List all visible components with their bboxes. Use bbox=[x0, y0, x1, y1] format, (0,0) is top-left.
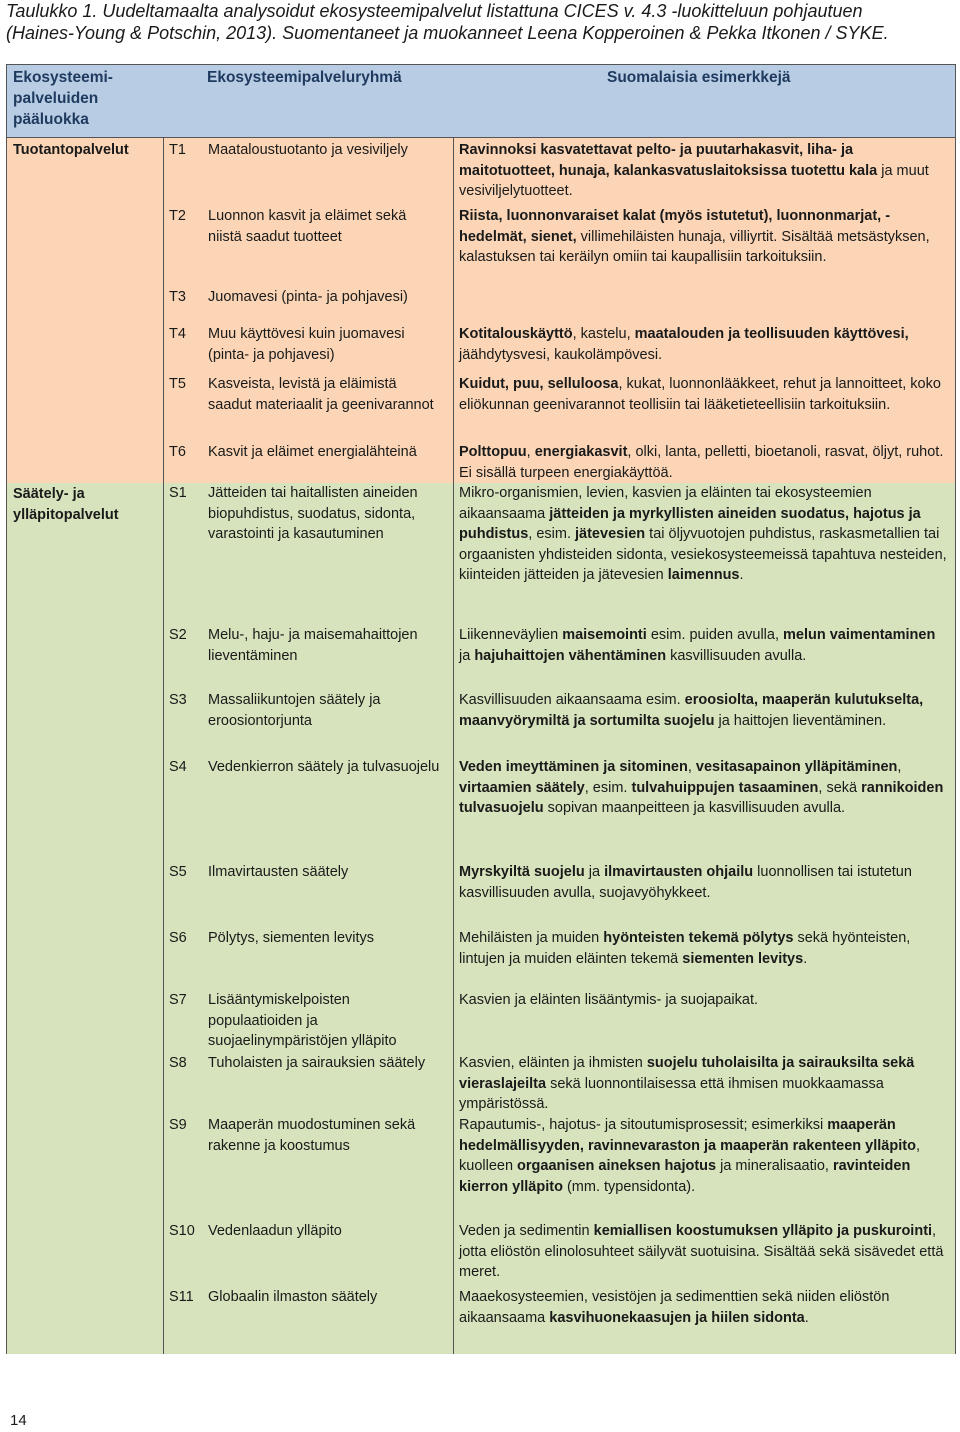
example-emphasis: jätevesien bbox=[575, 526, 646, 542]
example-text: Kasvien ja eläinten lisääntymis- ja suojapaikat. bbox=[459, 992, 759, 1008]
row-service-group: Vedenlaadun ylläpito bbox=[208, 1223, 342, 1239]
example-text: kasvillisuuden avulla. bbox=[666, 647, 807, 664]
example-text: Mikro-organismien, levien, kasvien ja eläinten tai ekosysteemien aikaansaama bbox=[459, 485, 872, 522]
row-code: T6 bbox=[169, 444, 186, 460]
example-text: , bbox=[687, 759, 696, 775]
example-text: , sekä bbox=[818, 779, 862, 796]
example-text: , kastelu, bbox=[572, 326, 635, 342]
row-service-group: Maataloustuotanto ja vesiviljely bbox=[208, 142, 408, 158]
row-examples bbox=[459, 1053, 949, 1115]
example-text: , bbox=[526, 444, 535, 460]
row-code: S10 bbox=[169, 1223, 195, 1239]
example-emphasis: orgaanisen aineksen hajotus bbox=[517, 1158, 717, 1174]
ecosystem-services-table bbox=[6, 64, 956, 1354]
row-service-group: Massaliikuntojen säätely ja eroosiontorjunta bbox=[208, 692, 381, 729]
example-text: . bbox=[804, 1309, 809, 1326]
example-emphasis: suojelu tuholaisilta ja sairauksilta sekä vieraslajeilta bbox=[459, 1055, 915, 1092]
row-code: S4 bbox=[169, 759, 187, 775]
row-service-group: Tuholaisten ja sairauksien säätely bbox=[208, 1055, 426, 1071]
header-main-class: Ekosysteemi-palveluiden pääluokka bbox=[13, 69, 113, 128]
row-code: T2 bbox=[169, 208, 186, 224]
example-text: villimehiläisten hunaja, villiyrtit. Sisältää metsästyksen, kalastuksen tai keräilyn omiin tai kaupallisiin tarkoituksiin. bbox=[459, 228, 930, 265]
example-text: ja muut vesiviljelytuotteet. bbox=[459, 162, 929, 199]
example-emphasis: Kotitalouskäyttö bbox=[459, 326, 573, 342]
row-service-group: Globaalin ilmaston säätely bbox=[208, 1289, 378, 1305]
example-text: ja bbox=[584, 864, 605, 880]
example-emphasis: vesitasapainon ylläpitäminen bbox=[695, 759, 898, 775]
example-emphasis: tulvahuippujen tasaaminen bbox=[631, 779, 819, 796]
example-text: . bbox=[739, 567, 744, 583]
row-code: S2 bbox=[169, 627, 187, 643]
row-examples bbox=[459, 862, 949, 903]
page-number: 14 bbox=[10, 1412, 27, 1429]
main-class-tuotanto: Tuotantopalvelut bbox=[13, 142, 129, 158]
row-examples bbox=[459, 928, 949, 969]
row-service-group: Luonnon kasvit ja eläimet sekä niistä saadut tuotteet bbox=[208, 208, 407, 245]
example-text: Maaekosysteemien, vesistöjen ja sedimenttien sekä niiden eliöstön aikaansaama bbox=[459, 1289, 890, 1326]
row-code: S7 bbox=[169, 992, 187, 1008]
row-code: S8 bbox=[169, 1055, 187, 1071]
example-emphasis: hyönteisten tekemä pölytys bbox=[603, 930, 794, 946]
example-text: Veden ja sedimentin bbox=[459, 1223, 594, 1239]
example-text: Kasvillisuuden aikaansaama esim. bbox=[459, 692, 685, 708]
col-divider-2 bbox=[453, 137, 454, 1354]
example-text: esim. puiden avulla, bbox=[646, 627, 784, 643]
example-emphasis: kemiallisen koostumuksen ylläpito ja puskurointi bbox=[593, 1223, 933, 1239]
row-service-group: Jätteiden tai haitallisten aineiden biopuhdistus, suodatus, sidonta, varastointi ja kasautuminen bbox=[208, 485, 418, 542]
example-text: , kukat, luonnonlääkkeet, rehut ja lannoitteet, koko eliökunnan geenivarannot teollisiin tai lääketieteellisiin tarkoituksiin. bbox=[459, 376, 941, 413]
example-emphasis: hajuhaittojen vähentäminen bbox=[474, 647, 667, 664]
row-service-group: Kasveista, levistä ja eläimistä saadut materiaalit ja geenivarannot bbox=[208, 376, 434, 413]
row-code: T4 bbox=[169, 326, 186, 342]
row-examples bbox=[459, 374, 949, 415]
example-text: sekä luonnontilaisessa että ihmisen muokkaamassa ympäristössä. bbox=[459, 1075, 884, 1112]
example-text: sopivan maanpeitteen ja kasvillisuuden avulla. bbox=[543, 800, 846, 816]
example-emphasis: virtaamien säätely bbox=[459, 779, 585, 796]
main-class-saately: Säätely- ja ylläpitopalvelut bbox=[13, 486, 119, 523]
example-emphasis: maisemointi bbox=[562, 627, 647, 643]
example-emphasis: ilmavirtausten ohjailu bbox=[604, 864, 754, 880]
example-text: , esim. bbox=[584, 779, 632, 796]
example-text: Kasvien, eläinten ja ihmisten bbox=[459, 1055, 647, 1071]
row-code: S1 bbox=[169, 485, 187, 501]
row-examples bbox=[459, 324, 949, 365]
row-code: S11 bbox=[169, 1289, 194, 1305]
header-service-group: Ekosysteemipalveluryhmä bbox=[207, 69, 402, 86]
example-emphasis: Veden imeyttäminen ja sitominen bbox=[459, 759, 688, 775]
example-text: . bbox=[803, 950, 808, 967]
row-service-group: Juomavesi (pinta- ja pohjavesi) bbox=[208, 289, 408, 305]
header-examples: Suomalaisia esimerkkejä bbox=[607, 69, 791, 86]
row-code: S6 bbox=[169, 930, 187, 946]
example-emphasis: Myrskyiltä suojelu bbox=[459, 864, 585, 880]
example-text: Rapautumis-, hajotus- ja sitoutumisprosessit; esimerkiksi bbox=[459, 1117, 828, 1133]
example-emphasis: eroosiolta, maaperän kulutukselta, maanvyörymiltä ja sortumilta suojelu bbox=[459, 692, 924, 729]
example-text: tai öljyvuotojen puhdistus, raskasmetallien tai orgaanisten yhdisteiden sidonta, vesiekosysteemeissä tapahtuva nesteiden, kiinteiden jätteiden ja jätevesien bbox=[459, 526, 947, 583]
row-service-group: Muu käyttövesi kuin juomavesi (pinta- ja pohjavesi) bbox=[208, 326, 405, 363]
example-emphasis: Polttopuu bbox=[459, 444, 527, 460]
table-caption bbox=[6, 0, 956, 44]
row-examples bbox=[459, 483, 949, 586]
row-service-group: Lisääntymiskelpoisten populaatioiden ja suojaelinympäristöjen ylläpito bbox=[208, 992, 397, 1049]
example-emphasis: Riista, luonnonvaraiset kalat (myös istutetut), luonnonmarjat, - hedelmät, sienet, bbox=[459, 208, 891, 245]
example-text: , jotta eliöstön elinolosuhteet säilyvät suotuisina. Sisältää sekä sisävedet että meret. bbox=[459, 1223, 944, 1280]
example-emphasis: maatalouden ja teollisuuden käyttövesi, bbox=[634, 326, 909, 342]
example-text: , esim. bbox=[528, 526, 576, 542]
col-divider-1 bbox=[163, 137, 164, 1354]
row-examples bbox=[459, 442, 949, 483]
example-text: ja bbox=[459, 647, 475, 664]
row-code: T3 bbox=[169, 289, 186, 305]
example-emphasis: rannikoiden tulvasuojelu bbox=[459, 779, 944, 816]
example-text: luonnollisen tai istutetun kasvillisuuden avulla, suojavyöhykkeet. bbox=[459, 864, 912, 901]
row-examples bbox=[459, 1221, 949, 1283]
example-text: , bbox=[897, 759, 902, 775]
example-emphasis: jätteiden ja myrkyllisten aineiden suodatus, hajotus ja puhdistus bbox=[459, 505, 921, 542]
caption-line-1: Taulukko 1. Uudeltamaalta analysoidut ekosysteemipalvelut listattuna CICES v. 4.3 -luokitteluun pohjautuen bbox=[6, 1, 863, 21]
caption-line-2: (Haines-Young & Potschin, 2013). Suomentaneet ja muokanneet Leena Kopperoinen & Pekka Itkonen / SYKE. bbox=[6, 23, 889, 43]
row-examples bbox=[459, 757, 949, 819]
example-text: Liikenneväylien bbox=[459, 627, 563, 643]
example-text: sekä hyönteisten, lintujen ja muiden eläinten tekemä bbox=[459, 930, 911, 967]
row-service-group: Ilmavirtausten säätely bbox=[208, 864, 349, 880]
example-text: Mehiläisten ja muiden bbox=[459, 930, 604, 946]
example-emphasis: maaperän hedelmällisyyden, ravinnevaraston ja maaperän rakenteen ylläpito bbox=[459, 1117, 916, 1154]
example-text: ja mineralisaatio, bbox=[716, 1158, 833, 1174]
row-examples bbox=[459, 625, 949, 666]
row-examples bbox=[459, 990, 949, 1011]
row-code: S5 bbox=[169, 864, 187, 880]
example-text: , olki, lanta, pelletti, bioetanoli, rasvat, öljyt, ruhot. Ei sisällä turpeen energiakäyttöä. bbox=[459, 444, 944, 481]
example-emphasis: siementen levitys bbox=[682, 950, 804, 967]
row-examples bbox=[459, 206, 949, 268]
row-examples bbox=[459, 690, 949, 731]
example-text: , kuolleen bbox=[459, 1137, 920, 1174]
row-examples bbox=[459, 1115, 949, 1197]
example-emphasis: laimennus bbox=[667, 567, 740, 583]
example-text: (mm. typensidonta). bbox=[562, 1178, 696, 1195]
example-text: jäähdytysvesi, kaukolämpövesi. bbox=[459, 346, 663, 363]
header-divider bbox=[7, 137, 955, 138]
row-code: S3 bbox=[169, 692, 187, 708]
row-code: T5 bbox=[169, 376, 186, 392]
row-code: S9 bbox=[169, 1117, 187, 1133]
row-service-group: Kasvit ja eläimet energialähteinä bbox=[208, 444, 417, 460]
example-emphasis: Kuidut, puu, selluloosa bbox=[459, 376, 619, 392]
example-emphasis: melun vaimentaminen bbox=[783, 627, 936, 643]
example-emphasis: Ravinnoksi kasvatettavat pelto- ja puutarhakasvit, liha- ja maitotuotteet, hunaja, kalankasvatuslaitoksissa tuotettu kala bbox=[459, 142, 878, 179]
row-service-group: Melu-, haju- ja maisemahaittojen lieventäminen bbox=[208, 627, 418, 664]
row-examples bbox=[459, 140, 949, 202]
row-service-group: Vedenkierron säätely ja tulvasuojelu bbox=[208, 759, 440, 775]
example-emphasis: ravinteiden kierron ylläpito bbox=[459, 1158, 911, 1195]
row-service-group: Maaperän muodostuminen sekä rakenne ja koostumus bbox=[208, 1117, 416, 1154]
example-emphasis: energiakasvit bbox=[534, 444, 628, 460]
row-service-group: Pölytys, siementen levitys bbox=[208, 930, 375, 946]
example-emphasis: kasvihuonekaasujen ja hiilen sidonta bbox=[549, 1309, 805, 1326]
row-code: T1 bbox=[169, 142, 186, 158]
example-text: ja haittojen lieventäminen. bbox=[714, 712, 887, 729]
row-examples bbox=[459, 1287, 949, 1328]
